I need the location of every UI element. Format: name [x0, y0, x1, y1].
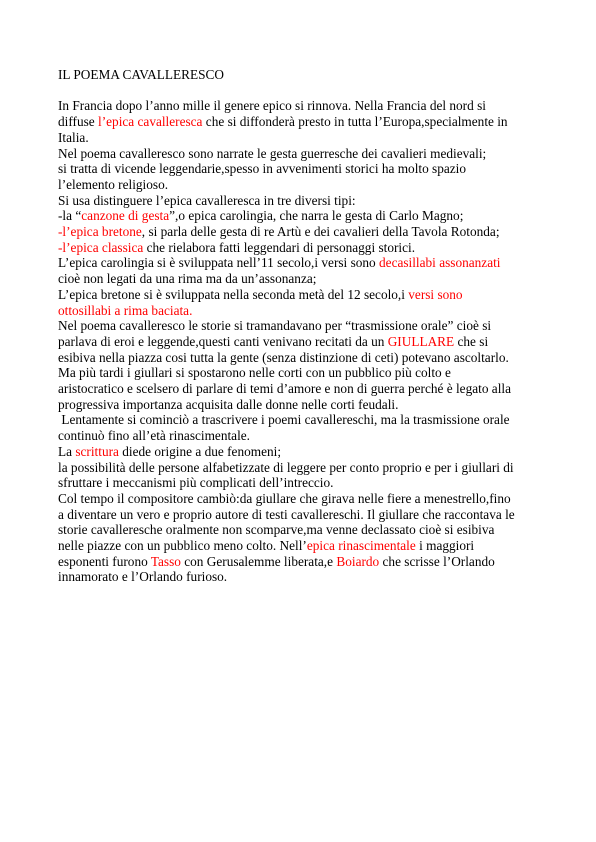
- text-run: ”,o epica carolingia, che narra le gesta di Carlo Magno;: [169, 208, 464, 224]
- document-body: [58, 98, 558, 585]
- text-run: Col tempo il compositore cambiò:da giullare che girava nelle fiere a menestrello,fino: [58, 490, 511, 506]
- highlighted-term: ottosillabi a rima baciata.: [58, 302, 193, 318]
- text-run: Nel poema cavalleresco sono narrate le gesta guerresche dei cavalieri medievali;: [58, 145, 487, 161]
- text-line: [58, 365, 558, 381]
- text-line: [58, 554, 558, 570]
- text-line: [58, 397, 558, 413]
- text-line: [58, 224, 558, 240]
- text-run: , si parla delle gesta di re Artù e dei cavalieri della Tavola Rotonda;: [141, 224, 500, 240]
- text-line: [58, 491, 558, 507]
- highlighted-term: scrittura: [75, 443, 119, 459]
- text-line: [58, 161, 558, 177]
- text-line: [58, 240, 558, 256]
- highlighted-term: Tasso: [150, 553, 181, 569]
- text-line: [58, 538, 558, 554]
- text-run: diede origine a due fenomeni;: [118, 443, 282, 459]
- text-run: che scrisse l’Orlando: [379, 553, 495, 569]
- text-run: -la “: [58, 208, 82, 224]
- text-line: [58, 522, 558, 538]
- text-run: i maggiori: [415, 538, 475, 554]
- text-run: continuò fino all’età rinascimentale.: [58, 428, 250, 444]
- highlighted-term: versi sono: [408, 286, 463, 302]
- text-run: nelle piazze con un pubblico meno colto. Nell’: [58, 538, 307, 554]
- text-line: [58, 146, 558, 162]
- text-line: [58, 303, 558, 319]
- text-run: la possibilità delle persone alfabetizzate di leggere per conto proprio e per i giullari di: [58, 459, 514, 475]
- text-run: innamorato e l’Orlando furioso.: [58, 569, 228, 585]
- text-run: parlava di eroi e leggende,questi canti venivano recitati da un: [58, 333, 388, 349]
- text-line: [58, 208, 558, 224]
- highlighted-term: Boiardo: [336, 553, 380, 569]
- text-line: [58, 460, 558, 476]
- text-line: [58, 318, 558, 334]
- text-line: [58, 428, 558, 444]
- text-line: [58, 475, 558, 491]
- text-line: [58, 444, 558, 460]
- highlighted-term: canzone di gesta: [81, 208, 170, 224]
- highlighted-term: decasillabi assonanzati: [379, 255, 501, 271]
- text-line: [58, 98, 558, 114]
- text-line: [58, 114, 558, 130]
- text-line: [58, 350, 558, 366]
- text-run: Italia.: [58, 129, 89, 145]
- text-run: l’elemento religioso.: [58, 176, 169, 192]
- text-run: La: [58, 443, 76, 459]
- text-line: [58, 255, 558, 271]
- highlighted-term: -l’epica classica: [58, 239, 144, 255]
- text-line: [58, 507, 558, 523]
- text-line: [58, 412, 558, 428]
- text-run: storie cavalleresche oralmente non scomparve,ma venne declassato cioè si esibiva: [58, 522, 495, 538]
- text-run: che si diffonderà presto in tutta l’Europa,specialmente in: [202, 114, 508, 130]
- text-run: si tratta di vicende leggendarie,spesso in avvenimenti storici ha molto spazio: [58, 161, 467, 177]
- text-run: L’epica bretone si è sviluppata nella seconda metà del 12 secolo,i: [58, 286, 409, 302]
- text-run: Si usa distinguere l’epica cavalleresca in tre diversi tipi:: [58, 192, 356, 208]
- text-line: [58, 130, 558, 146]
- text-run: sfruttare i meccanismi più complicati dell’intreccio.: [58, 475, 334, 491]
- document-title: IL POEMA CAVALLERESCO: [58, 67, 224, 82]
- highlighted-term: GIULLARE: [387, 333, 455, 349]
- text-run: a diventare un vero e proprio autore di testi cavallereschi. Il giullare che raccontava le: [58, 506, 515, 522]
- text-run: diffuse: [58, 114, 99, 130]
- text-line: [58, 271, 558, 287]
- text-line: [58, 287, 558, 303]
- text-line: [58, 177, 558, 193]
- text-run: aristocratico e scelsero di parlare di temi d’amore e non di guerra perché è legato alla: [58, 381, 511, 397]
- text-line: [58, 193, 558, 209]
- text-run: con Gerusalemme liberata,e: [180, 553, 337, 569]
- text-run: Ma più tardi i giullari si spostarono nelle corti con un pubblico più colto e: [58, 365, 451, 381]
- text-run: che si: [454, 333, 489, 349]
- text-line: [58, 569, 558, 585]
- text-run: cioè non legati da una rima ma da un’assonanza;: [58, 271, 317, 287]
- text-run: esponenti furono: [58, 553, 151, 569]
- text-line: [58, 381, 558, 397]
- highlighted-term: -l’epica bretone: [58, 224, 142, 240]
- text-run: esibiva nella piazza cosi tutta la gente (senza distinzione di ceti) potevano ascoltarlo.: [58, 349, 509, 365]
- text-run: In Francia dopo l’anno mille il genere epico si rinnova. Nella Francia del nord si: [58, 98, 486, 114]
- document-page: [58, 67, 558, 585]
- text-line: [58, 334, 558, 350]
- text-run: che rielabora fatti leggendari di personaggi storici.: [143, 239, 416, 255]
- text-run: progressiva importanza acquisita dalle donne nelle corti feudali.: [58, 396, 399, 412]
- highlighted-term: l’epica cavalleresca: [98, 114, 203, 130]
- text-run: Nel poema cavalleresco le storie si tramandavano per “trasmissione orale” cioè si: [58, 318, 492, 334]
- highlighted-term: epica rinascimentale: [306, 538, 416, 554]
- text-run: L’epica carolingia si è sviluppata nell’11 secolo,i versi sono: [58, 255, 380, 271]
- text-run: Lentamente si cominciò a trascrivere i poemi cavallereschi, ma la trasmissione orale: [58, 412, 510, 428]
